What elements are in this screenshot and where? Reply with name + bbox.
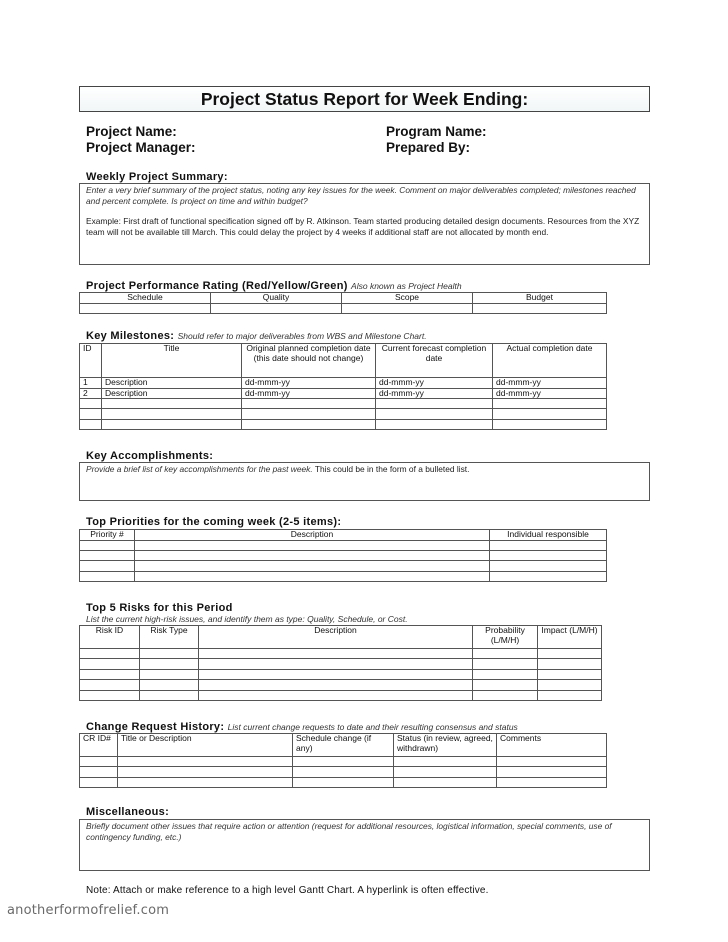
risks-heading: Top 5 Risks for this Period [86, 602, 233, 614]
table-cell[interactable] [102, 409, 242, 419]
table-cell[interactable] [80, 399, 102, 409]
summary-example: Example: First draft of functional specification signed off by R. Atkinson. Team started producing detailed design documents. Resources from the XYZ team will not be available till March. This could delay the project by 4 weeks if additional staff are not allocated by month end. [86, 216, 640, 237]
table-cell[interactable] [538, 690, 602, 700]
milestones-table [79, 343, 607, 430]
table-cell[interactable] [80, 419, 102, 429]
table-cell[interactable] [473, 649, 538, 659]
table-cell[interactable] [80, 680, 140, 690]
table-cell[interactable]: dd-mmm-yy [242, 378, 376, 389]
risks-col-probability: Probability (L/M/H) [473, 626, 538, 649]
table-row [80, 561, 607, 571]
table-row [80, 303, 607, 313]
table-cell[interactable] [199, 680, 473, 690]
table-cell[interactable] [394, 777, 497, 787]
priorities-heading: Top Priorities for the coming week (2-5 items): [86, 516, 342, 528]
summary-heading: Weekly Project Summary: [86, 171, 228, 183]
table-cell[interactable] [493, 409, 607, 419]
table-cell[interactable] [199, 669, 473, 679]
gantt-note: Note: Attach or make reference to a high level Gantt Chart. A hyperlink is often effective. [86, 885, 489, 896]
report-title: Project Status Report for Week Ending: [79, 86, 650, 112]
table-cell[interactable] [473, 680, 538, 690]
table-cell[interactable] [211, 303, 342, 313]
misc-hint: Briefly document other issues that require action or attention (request for additional resources, logistical information, special comments, use of contingency funding, etc.) [86, 821, 612, 842]
accomplishments-heading: Key Accomplishments: [86, 450, 214, 462]
summary-instruction: Enter a very brief summary of the project status, noting any key issues for the week. Comment on major deliverables completed; milestones reached and percent complete. Is project on time and within budget? [86, 185, 636, 206]
performance-col-budget: Budget [473, 293, 607, 304]
table-row [80, 378, 607, 389]
table-cell[interactable]: dd-mmm-yy [376, 378, 493, 389]
performance-hint: Also known as Project Health [351, 281, 462, 291]
table-cell[interactable] [497, 767, 607, 777]
table-cell[interactable]: dd-mmm-yy [242, 388, 376, 399]
priorities-col-description: Description [135, 530, 490, 541]
table-cell[interactable] [497, 777, 607, 787]
table-cell[interactable]: Description [102, 378, 242, 389]
table-cell[interactable] [473, 690, 538, 700]
performance-col-quality: Quality [211, 293, 342, 304]
table-cell[interactable] [135, 561, 490, 571]
summary-box[interactable] [79, 183, 650, 265]
milestones-heading: Key Milestones: Should refer to major deliverables from WBS and Milestone Chart. [86, 330, 427, 342]
prepared-by-label: Prepared By: [386, 140, 471, 155]
priorities-col-responsible: Individual responsible [490, 530, 607, 541]
table-cell[interactable] [118, 777, 293, 787]
performance-col-scope: Scope [342, 293, 473, 304]
risks-col-type: Risk Type [140, 626, 199, 649]
table-cell[interactable] [376, 399, 493, 409]
table-cell[interactable] [199, 659, 473, 669]
table-row [80, 669, 602, 679]
milestones-col-planned: Original planned completion date (this date should not change) [242, 344, 376, 378]
table-cell[interactable]: dd-mmm-yy [376, 388, 493, 399]
table-cell[interactable] [80, 561, 135, 571]
table-cell[interactable] [538, 680, 602, 690]
table-cell[interactable] [538, 659, 602, 669]
table-cell[interactable] [473, 303, 607, 313]
change-requests-col-status: Status (in review, agreed, withdrawn) [394, 734, 497, 757]
table-row [80, 419, 607, 429]
table-cell[interactable] [102, 399, 242, 409]
table-cell[interactable] [80, 550, 135, 560]
performance-heading: Project Performance Rating (Red/Yellow/Green) Also known as Project Health [86, 280, 462, 292]
risks-col-impact: Impact (L/M/H) [538, 626, 602, 649]
table-row [80, 540, 607, 550]
table-cell[interactable] [490, 571, 607, 581]
table-cell[interactable] [80, 303, 211, 313]
table-cell[interactable] [538, 649, 602, 659]
performance-table [79, 292, 607, 314]
table-cell[interactable] [199, 649, 473, 659]
table-row [80, 571, 607, 581]
change-requests-col-title: Title or Description [118, 734, 293, 757]
table-cell[interactable]: 2 [80, 388, 102, 399]
milestones-col-forecast: Current forecast completion date [376, 344, 493, 378]
table-cell[interactable]: 1 [80, 378, 102, 389]
table-cell[interactable] [80, 649, 140, 659]
table-cell[interactable]: dd-mmm-yy [493, 388, 607, 399]
table-cell[interactable]: Description [102, 388, 242, 399]
milestones-hint: Should refer to major deliverables from WBS and Milestone Chart. [177, 331, 427, 341]
table-cell[interactable] [80, 409, 102, 419]
change-requests-header-row [80, 734, 607, 757]
table-cell[interactable] [242, 409, 376, 419]
change-requests-hint: List current change requests to date and their resulting consensus and status [227, 722, 518, 732]
table-cell[interactable] [140, 669, 199, 679]
table-cell[interactable]: dd-mmm-yy [493, 378, 607, 389]
table-row [80, 649, 602, 659]
table-cell[interactable] [140, 690, 199, 700]
table-row [80, 388, 607, 399]
table-cell[interactable] [473, 659, 538, 669]
table-row [80, 399, 607, 409]
misc-box[interactable] [79, 819, 650, 871]
table-cell[interactable] [493, 419, 607, 429]
priorities-header-row [80, 530, 607, 541]
table-cell[interactable] [293, 777, 394, 787]
milestones-header-row [80, 344, 607, 378]
accomplishments-box[interactable] [79, 462, 650, 501]
change-requests-col-comments: Comments [497, 734, 607, 757]
table-row [80, 767, 607, 777]
accomplishments-hint: Provide a brief list of key accomplishments for the past week. [86, 464, 313, 474]
risks-hint: List the current high-risk issues, and identify them as type: Quality, Schedule, or Cost. [86, 614, 408, 624]
table-cell[interactable] [80, 669, 140, 679]
accomplishments-hint-extra: This could be in the form of a bulleted list. [314, 464, 470, 474]
table-cell[interactable] [473, 669, 538, 679]
risks-col-description: Description [199, 626, 473, 649]
table-cell[interactable] [199, 690, 473, 700]
table-cell[interactable] [140, 649, 199, 659]
table-cell[interactable] [80, 571, 135, 581]
table-cell[interactable] [242, 419, 376, 429]
table-cell[interactable] [394, 767, 497, 777]
change-requests-heading: Change Request History: List current change requests to date and their resulting consensus and status [86, 721, 518, 733]
project-name-label: Project Name: [86, 124, 177, 139]
risks-header-row [80, 626, 602, 649]
table-cell[interactable] [80, 757, 118, 767]
change-requests-table [79, 733, 607, 788]
table-cell[interactable] [80, 540, 135, 550]
table-cell[interactable] [493, 399, 607, 409]
risks-table [79, 625, 602, 701]
table-cell[interactable] [538, 669, 602, 679]
table-cell[interactable] [135, 571, 490, 581]
table-cell[interactable] [293, 757, 394, 767]
table-cell[interactable] [342, 303, 473, 313]
table-cell[interactable] [80, 690, 140, 700]
milestones-col-title: Title [102, 344, 242, 378]
table-cell[interactable] [118, 757, 293, 767]
table-cell[interactable] [140, 680, 199, 690]
milestones-col-id: ID [80, 344, 102, 378]
milestones-col-actual: Actual completion date [493, 344, 607, 378]
table-cell[interactable] [102, 419, 242, 429]
table-cell[interactable] [80, 659, 140, 669]
table-cell[interactable] [135, 540, 490, 550]
program-name-label: Program Name: [386, 124, 487, 139]
priorities-table [79, 529, 607, 582]
table-cell[interactable] [80, 767, 118, 777]
table-cell[interactable] [135, 550, 490, 560]
priorities-col-priority: Priority # [80, 530, 135, 541]
risks-col-id: Risk ID [80, 626, 140, 649]
change-requests-col-id: CR ID# [80, 734, 118, 757]
table-cell[interactable] [490, 540, 607, 550]
project-manager-label: Project Manager: [86, 140, 196, 155]
table-row [80, 550, 607, 560]
table-cell[interactable] [293, 767, 394, 777]
table-cell[interactable] [376, 419, 493, 429]
table-row [80, 409, 607, 419]
table-row [80, 757, 607, 767]
table-cell[interactable] [497, 757, 607, 767]
table-cell[interactable] [118, 767, 293, 777]
table-row [80, 777, 607, 787]
table-cell[interactable] [140, 659, 199, 669]
change-requests-col-schedule: Schedule change (if any) [293, 734, 394, 757]
table-cell[interactable] [376, 409, 493, 419]
table-cell[interactable] [490, 550, 607, 560]
performance-header-row [80, 293, 607, 304]
table-row [80, 690, 602, 700]
performance-col-schedule: Schedule [80, 293, 211, 304]
table-cell[interactable] [80, 777, 118, 787]
table-cell[interactable] [490, 561, 607, 571]
table-row [80, 659, 602, 669]
table-cell[interactable] [242, 399, 376, 409]
table-row [80, 680, 602, 690]
table-cell[interactable] [394, 757, 497, 767]
misc-heading: Miscellaneous: [86, 806, 170, 818]
watermark-link[interactable]: anotherformofrelief.com [7, 903, 170, 918]
